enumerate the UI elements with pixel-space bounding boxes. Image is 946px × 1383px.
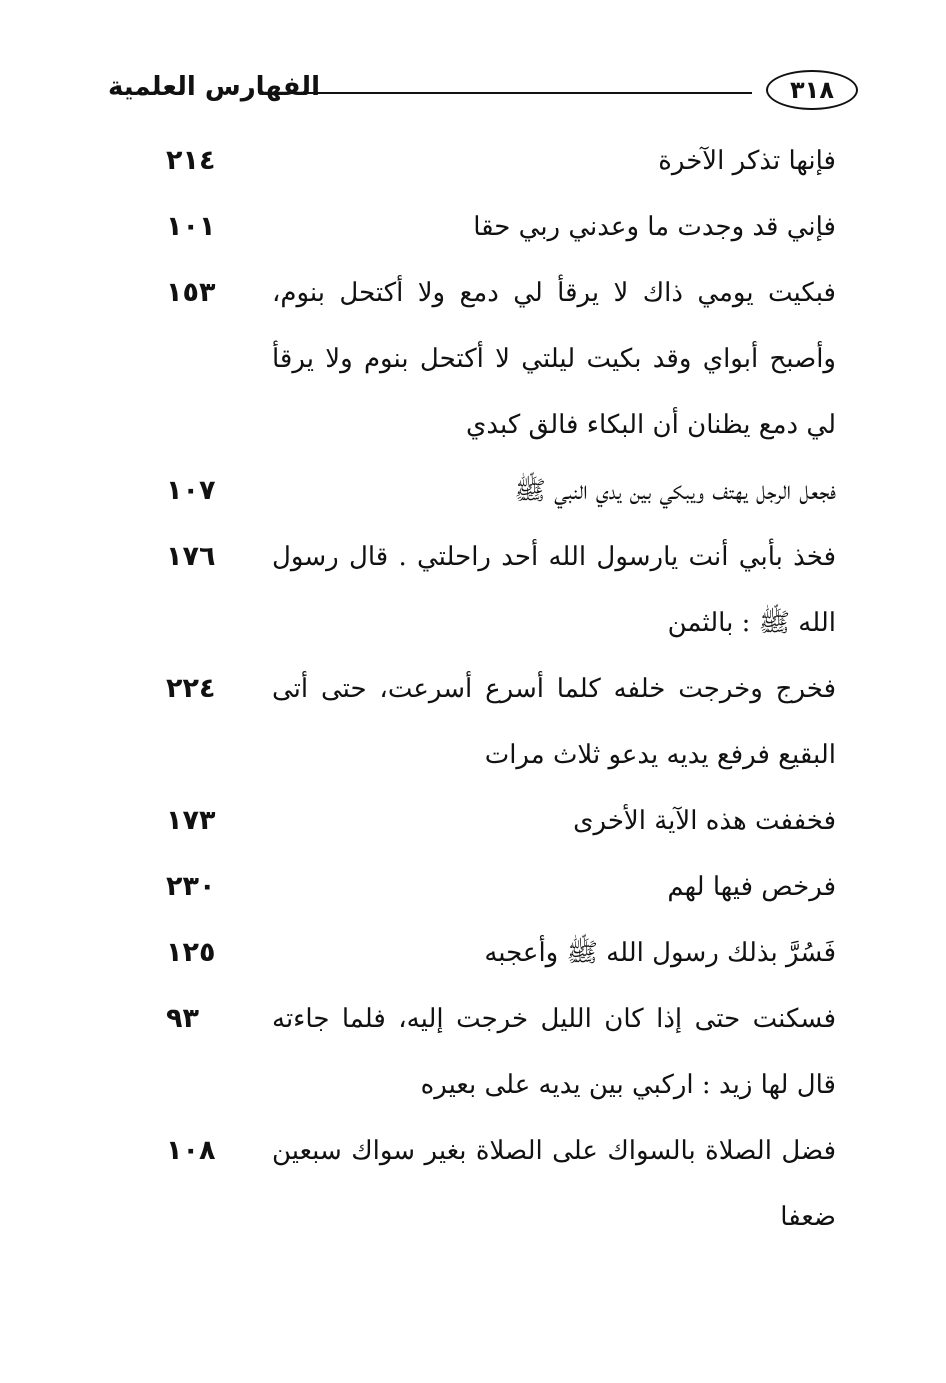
entry-text: فإنها تذكر الآخرة (658, 146, 836, 176)
entry-page-ref: ٢١٤ (166, 145, 216, 176)
entry-text: فبكيت يومي ذاك لا يرقأ لي دمع ولا أكتحل بنوم، وأصبح أبواي وقد بكيت ليلتي لا أكتحل بنوم ولا يرقأ لي دمع يظنان أن البكاء فالق كبدي (272, 278, 836, 440)
running-title: الفهارس العلمية (108, 72, 320, 102)
index-entry (0, 524, 946, 656)
entry-page-ref: ١٧٣ (166, 805, 216, 836)
index-entry (0, 1118, 946, 1250)
index-entries (0, 128, 946, 1250)
entry-page-ref: ٢٣٠ (166, 871, 216, 902)
index-entry (0, 920, 946, 986)
header-rule (275, 92, 752, 94)
entry-text: فخففت هذه الآية الأخرى (573, 806, 836, 836)
entry-page-ref: ١٠١ (166, 211, 216, 242)
index-entry (0, 986, 946, 1118)
index-entry (0, 788, 946, 854)
index-entry (0, 128, 946, 194)
entry-page-ref: ٩٣ (166, 1003, 199, 1034)
entry-page-ref: ١٠٨ (166, 1135, 216, 1166)
entry-text: فخذ بأبي أنت يارسول الله أحد راحلتي . قال رسول الله ﷺ : بالثمن (272, 542, 836, 638)
entry-page-ref: ١٧٦ (166, 541, 216, 572)
entry-page-ref: ١٢٥ (166, 937, 216, 968)
page-header (100, 66, 860, 116)
entry-text: فرخص فيها لهم (667, 872, 836, 902)
index-entry (0, 458, 946, 524)
entry-text: فَسُرَّ بذلك رسول الله ﷺ وأعجبه (484, 938, 836, 968)
entry-text: فخرج وخرجت خلفه كلما أسرع أسرعت، حتى أتى البقيع فرفع يديه يدعو ثلاث مرات (272, 674, 836, 770)
page-number-badge: ٣١٨ (766, 70, 858, 110)
entry-text: فجعل الرجل يهتف ويبكي بين يدي النبي ﷺ (514, 476, 836, 506)
entry-page-ref: ١٥٣ (166, 277, 216, 308)
entry-text: فضل الصلاة بالسواك على الصلاة بغير سواك سبعين ضعفا (272, 1136, 836, 1232)
entry-text: فإني قد وجدت ما وعدني ربي حقا (473, 212, 836, 242)
index-entry (0, 854, 946, 920)
entry-page-ref: ١٠٧ (166, 475, 216, 506)
entry-page-ref: ٢٢٤ (166, 673, 216, 704)
index-entry (0, 194, 946, 260)
entry-text: فسكنت حتى إذا كان الليل خرجت إليه، فلما جاءته قال لها زيد : اركبي بين يديه على بعيره (272, 1004, 836, 1100)
index-entry (0, 260, 946, 458)
index-entry (0, 656, 946, 788)
